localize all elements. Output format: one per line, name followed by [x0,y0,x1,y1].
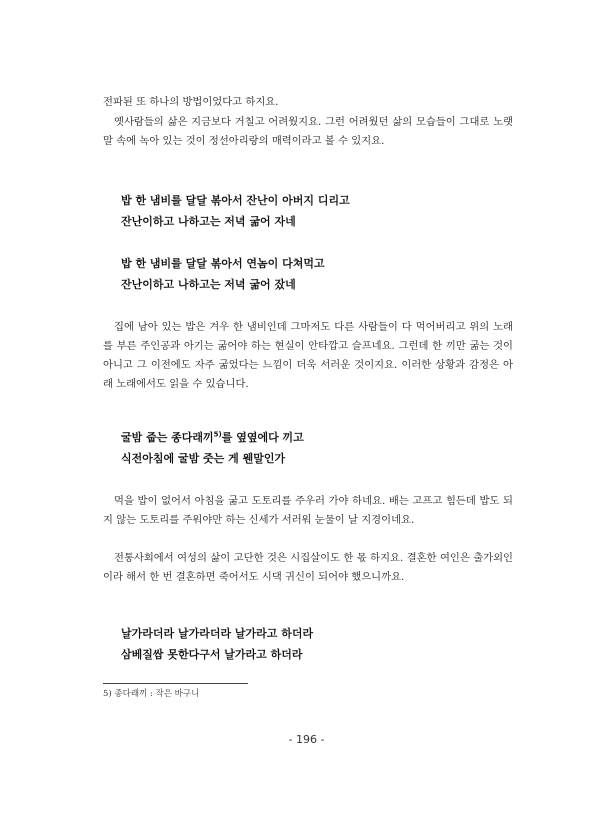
verse-1-line-2: 잔난이하고 나하고는 저녁 굶어 자네 [121,215,296,228]
verse-2-line-1: 밥 한 냄비를 달달 볶아서 연놈이 다쳐먹고 [121,257,325,270]
verse-1-line-1: 밥 한 냄비를 달달 볶아서 잔난이 아버지 디리고 [121,194,350,207]
paragraph-4: 먹을 밥이 없어서 아침을 굶고 도토리를 주우러 가야 하네요. 배는 고프고 힘든데 밥도 되지 않는 도토리를 주워야만 하는 신세가 서러워 눈물이 날 지경이네요. [103,495,513,526]
verse-3-line-1-part-a: 굴밤 줍는 종다래끼 [121,431,214,444]
paragraph-2: 옛사람들의 삶은 지금보다 거칠고 어려웠지요. 그런 어려웠던 삶의 모습들이 그대로 노랫말 속에 녹아 있는 것이 정선아리랑의 매력이라고 볼 수 있지요. [103,116,513,147]
verse-3-line-2: 식전아침에 굴밤 줏는 게 웬말인가 [121,452,286,465]
verse-2-line-2: 잔난이하고 나하고는 저녁 굶어 잤네 [121,278,296,291]
footnote: 5) 종다래끼 : 작은 바구니 [103,689,200,699]
verse-4-line-2: 삼베질쌈 못한다구서 날가라고 하더라 [121,648,303,661]
paragraph-1: 전파된 또 하나의 방법이었다고 하지요. [103,96,279,108]
verse-3-line-1 [121,431,501,445]
paragraph-3: 집에 남아 있는 밥은 겨우 한 냄비인데 그마저도 다른 사람들이 다 먹어버리고 위의 노래를 부른 주인공과 아기는 굶어야 하는 현실이 안타깝고 슬프네요. 그런데 한 끼만 굶는 것이 아니고 그 이전에도 자주 굶었다는 느낌이 더욱 서러운 것이지요. 이러한 상황과 감정은 아래 노래에서도 읽을 수 있습니다. [103,321,513,390]
verse-3-line-1-part-b: 를 옆옆에다 끼고 [221,431,304,444]
verse-4-line-1: 날가라더라 날가라더라 날가라고 하더라 [121,627,314,640]
paragraph-5: 전통사회에서 여성의 삶이 고단한 것은 시집살이도 한 몫 하지요. 결혼한 여인은 출가외인이라 해서 한 번 결혼하면 죽어서도 시댁 귀신이 되어야 했으니까요. [103,552,514,583]
footnote-divider [103,683,248,684]
page-number: - 196 - [288,733,325,746]
footnote-reference: 5) [213,430,222,439]
